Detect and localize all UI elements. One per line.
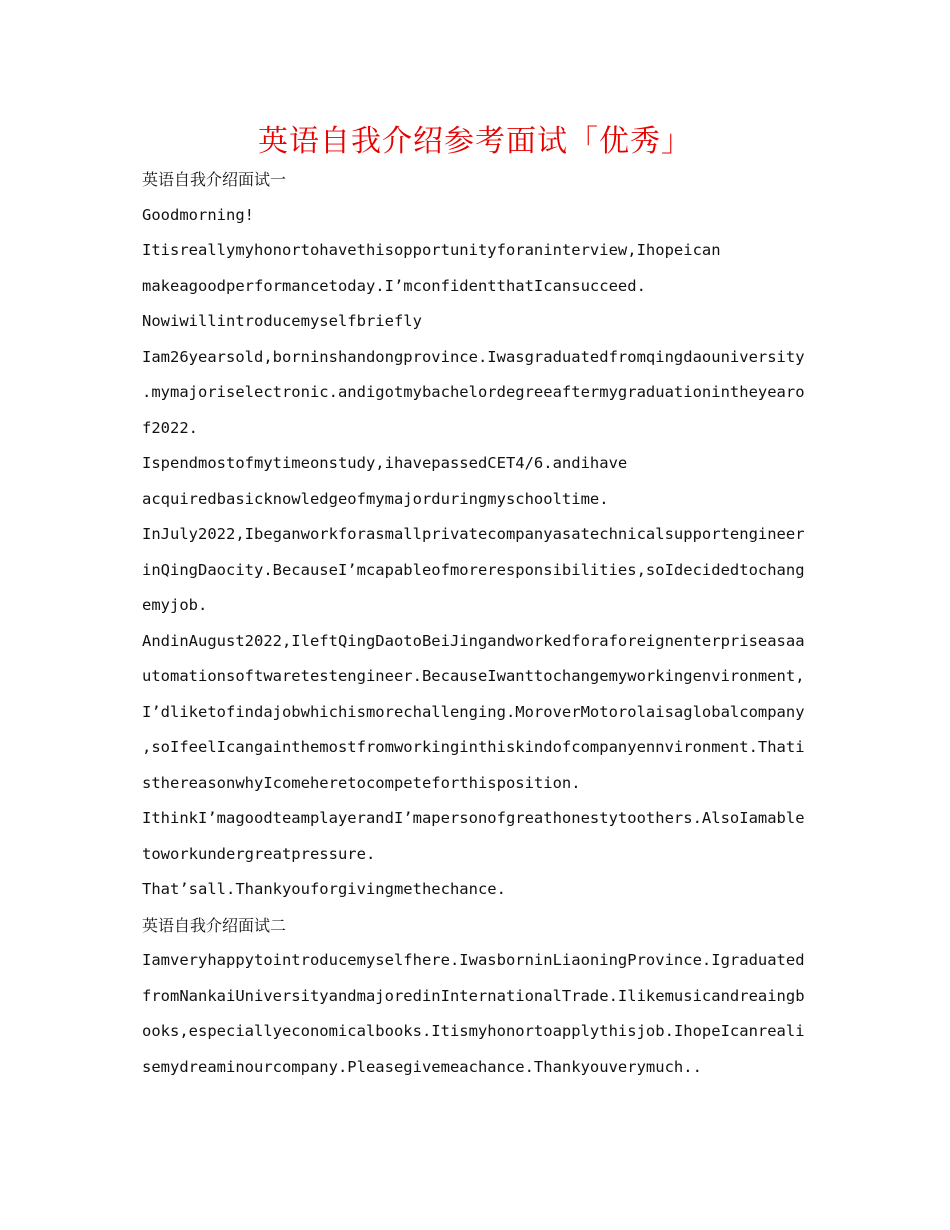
text-line: Iam26yearsold,borninshandongprovince.Iwasgraduatedfromqingdaouniversity bbox=[142, 347, 805, 366]
text-line: That’sall.Thankyouforgivingmethechance. bbox=[142, 880, 506, 898]
text-line: I’dliketofindajobwhichismorechallenging.MoroverMotorolaisaglobalcompany bbox=[142, 702, 805, 721]
text-line: acquiredbasicknowledgeofmymajorduringmyschooltime. bbox=[142, 489, 609, 508]
text-line: semydreaminourcompany.Pleasegivemeachance.Thankyouverymuch.. bbox=[142, 1057, 702, 1076]
text-line: ,soIfeelIcangainthemostfromworkinginthiskindofcompanyennvironment.Thati bbox=[142, 738, 805, 756]
document-body bbox=[142, 162, 810, 1085]
text-line: inQingDaocity.BecauseI’mcapableofmoreresponsibilities,soIdecidedtochang bbox=[142, 560, 805, 579]
text-line: emyjob. bbox=[142, 596, 208, 614]
text-line: Ispendmostofmytimeonstudy,ihavepassedCET4/6.andihave bbox=[142, 454, 628, 472]
text-line: fromNankaiUniversityandmajoredinInternationalTrade.Ilikemusicandreaingb bbox=[142, 986, 805, 1005]
text-line: Goodmorning! bbox=[142, 205, 254, 224]
text-line: f2022. bbox=[142, 418, 198, 437]
text-line: AndinAugust2022,IleftQingDaotoBeiJingandworkedforaforeignenterpriseasaa bbox=[142, 631, 805, 650]
text-line: ooks,especiallyeconomicalbooks.Itismyhonortoapplythisjob.IhopeIcanreali bbox=[142, 1022, 805, 1040]
text-line: Nowiwillintroducemyselfbriefly bbox=[142, 312, 422, 330]
text-line: InJuly2022,Ibeganworkforasmallprivatecompanyasatechnicalsupportengineer bbox=[142, 525, 805, 543]
document-title: 英语自我介绍参考面试「优秀」 bbox=[258, 124, 692, 159]
text-line: toworkundergreatpressure. bbox=[142, 844, 376, 863]
text-line: Iamveryhappytointroducemyselfhere.IwasborninLiaoningProvince.Igraduated bbox=[142, 951, 805, 969]
text-line: Itisreallymyhonortohavethisopportunityforaninterview,Ihopeican bbox=[142, 241, 721, 259]
text-line: sthereasonwhyIcomeheretocompeteforthisposition. bbox=[142, 773, 581, 792]
text-line: IthinkI’magoodteamplayerandI’mapersonofgreathonestytoothers.AlsoIamable bbox=[142, 809, 805, 827]
section-heading-2: 英语自我介绍面试二 bbox=[142, 915, 287, 935]
text-line: .mymajoriselectronic.andigotmybachelordegreeaftermygraduationintheyearo bbox=[142, 383, 805, 401]
section-heading-1: 英语自我介绍面试一 bbox=[142, 170, 287, 189]
text-line: utomationsoftwaretestengineer.BecauseIwanttochangemyworkingenvironment, bbox=[142, 667, 805, 685]
text-line: makeagoodperformancetoday.I’mconfidentthatIcansucceed. bbox=[142, 276, 646, 295]
